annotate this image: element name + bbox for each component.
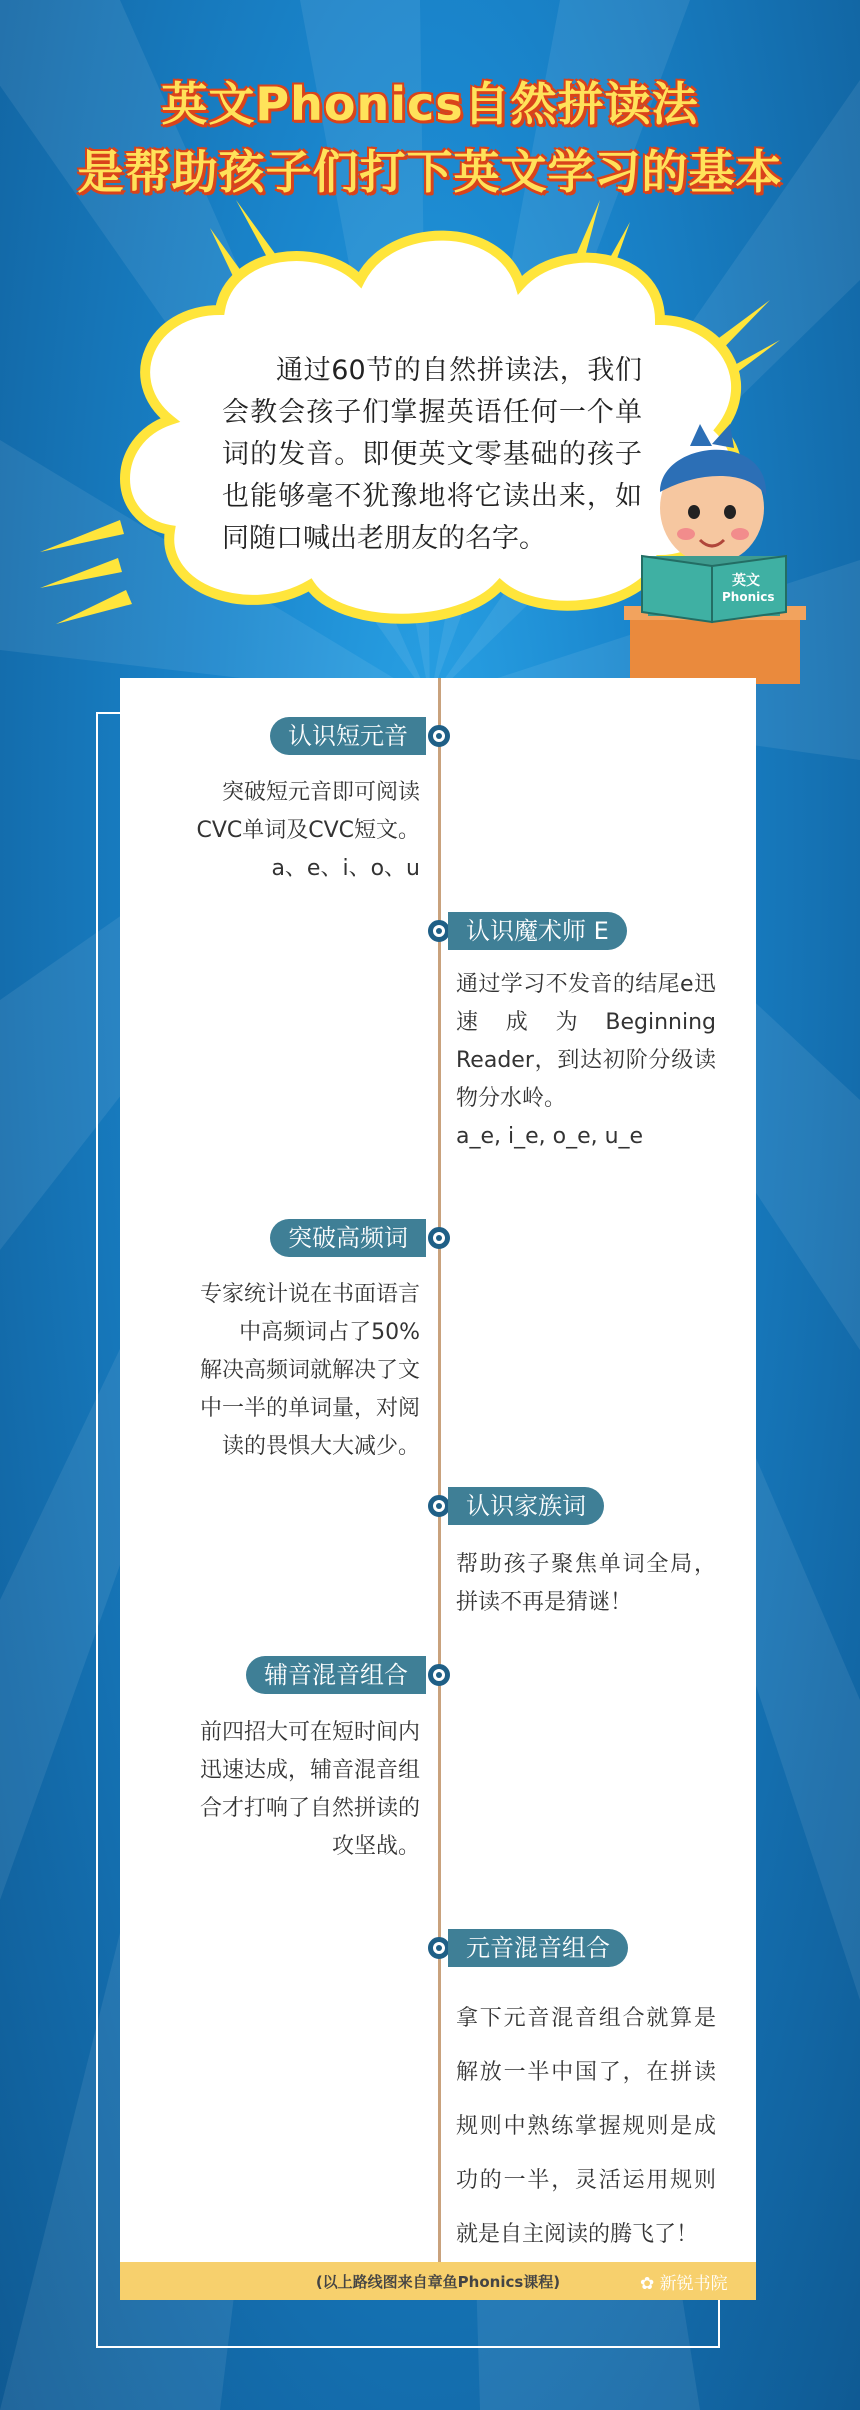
step-4-description: 帮助孩子聚焦单词全局，拼读不再是猜谜！ — [456, 1552, 716, 1615]
step-1-description: 突破短元音即可阅读 CVC单词及CVC短文。 a、e、i、o、u — [196, 780, 420, 881]
step-4-node — [428, 1495, 450, 1517]
step-1-node — [428, 725, 450, 747]
step-3-description: 专家统计说在书面语言 中高频词占了50% 解决高频词就解决了文 中一半的单词量，对阅 读的畏惧大大减少。 — [199, 1282, 420, 1459]
podium — [630, 612, 800, 684]
intro-text: 通过60节的自然拼读法，我们会教会孩子们掌握英语任何一个单词的发音。即便英文零基础的孩子也能够毫不犹豫地将它读出来，如同随口喊出老朋友的名字。 — [222, 355, 642, 554]
step-6-node — [428, 1937, 450, 1959]
title-line-2: 是帮助孩子们打下英文学习的基本 — [77, 145, 783, 199]
step-3-node — [428, 1227, 450, 1249]
step-3-title: 突破高频词 — [270, 1219, 426, 1257]
title-line-1: 英文Phonics自然拼读法 — [161, 77, 699, 131]
footer-note: (以上路线图来自章鱼Phonics课程) — [315, 2273, 561, 2291]
step-2-node — [428, 920, 450, 942]
step-6-description: 拿下元音混音组合就算是解放一半中国了，在拼读规则中熟练掌握规则是成功的一半，灵活运用规则就是自主阅读的腾飞了！ — [456, 2006, 716, 2247]
step-6-title: 元音混音组合 — [448, 1929, 628, 1967]
book-text-line-2: Phonics — [722, 590, 775, 604]
book-icon — [642, 556, 786, 622]
step-5-node — [428, 1664, 450, 1686]
step-5-title: 辅音混音组合 — [246, 1656, 426, 1694]
step-1-title: 认识短元音 — [270, 717, 426, 755]
book-text-line-1: 英文 — [732, 573, 760, 589]
step-4-title: 认识家族词 — [448, 1487, 604, 1525]
step-5-description: 前四招大可在短时间内 迅速达成，辅音混音组 合才打响了自然拼读的 攻坚战。 — [199, 1720, 420, 1859]
timeline-axis — [438, 678, 441, 2262]
wechat-icon: ✿ — [640, 2274, 655, 2294]
watermark: ✿ 新锐书院 — [640, 2274, 728, 2294]
step-2-title: 认识魔术师 E — [448, 912, 627, 950]
step-2-description: 通过学习不发音的结尾e迅速成为Beginning Reader，到达初阶分级读物分水岭。 a_e, i_e, o_e, u_e — [456, 972, 716, 1149]
